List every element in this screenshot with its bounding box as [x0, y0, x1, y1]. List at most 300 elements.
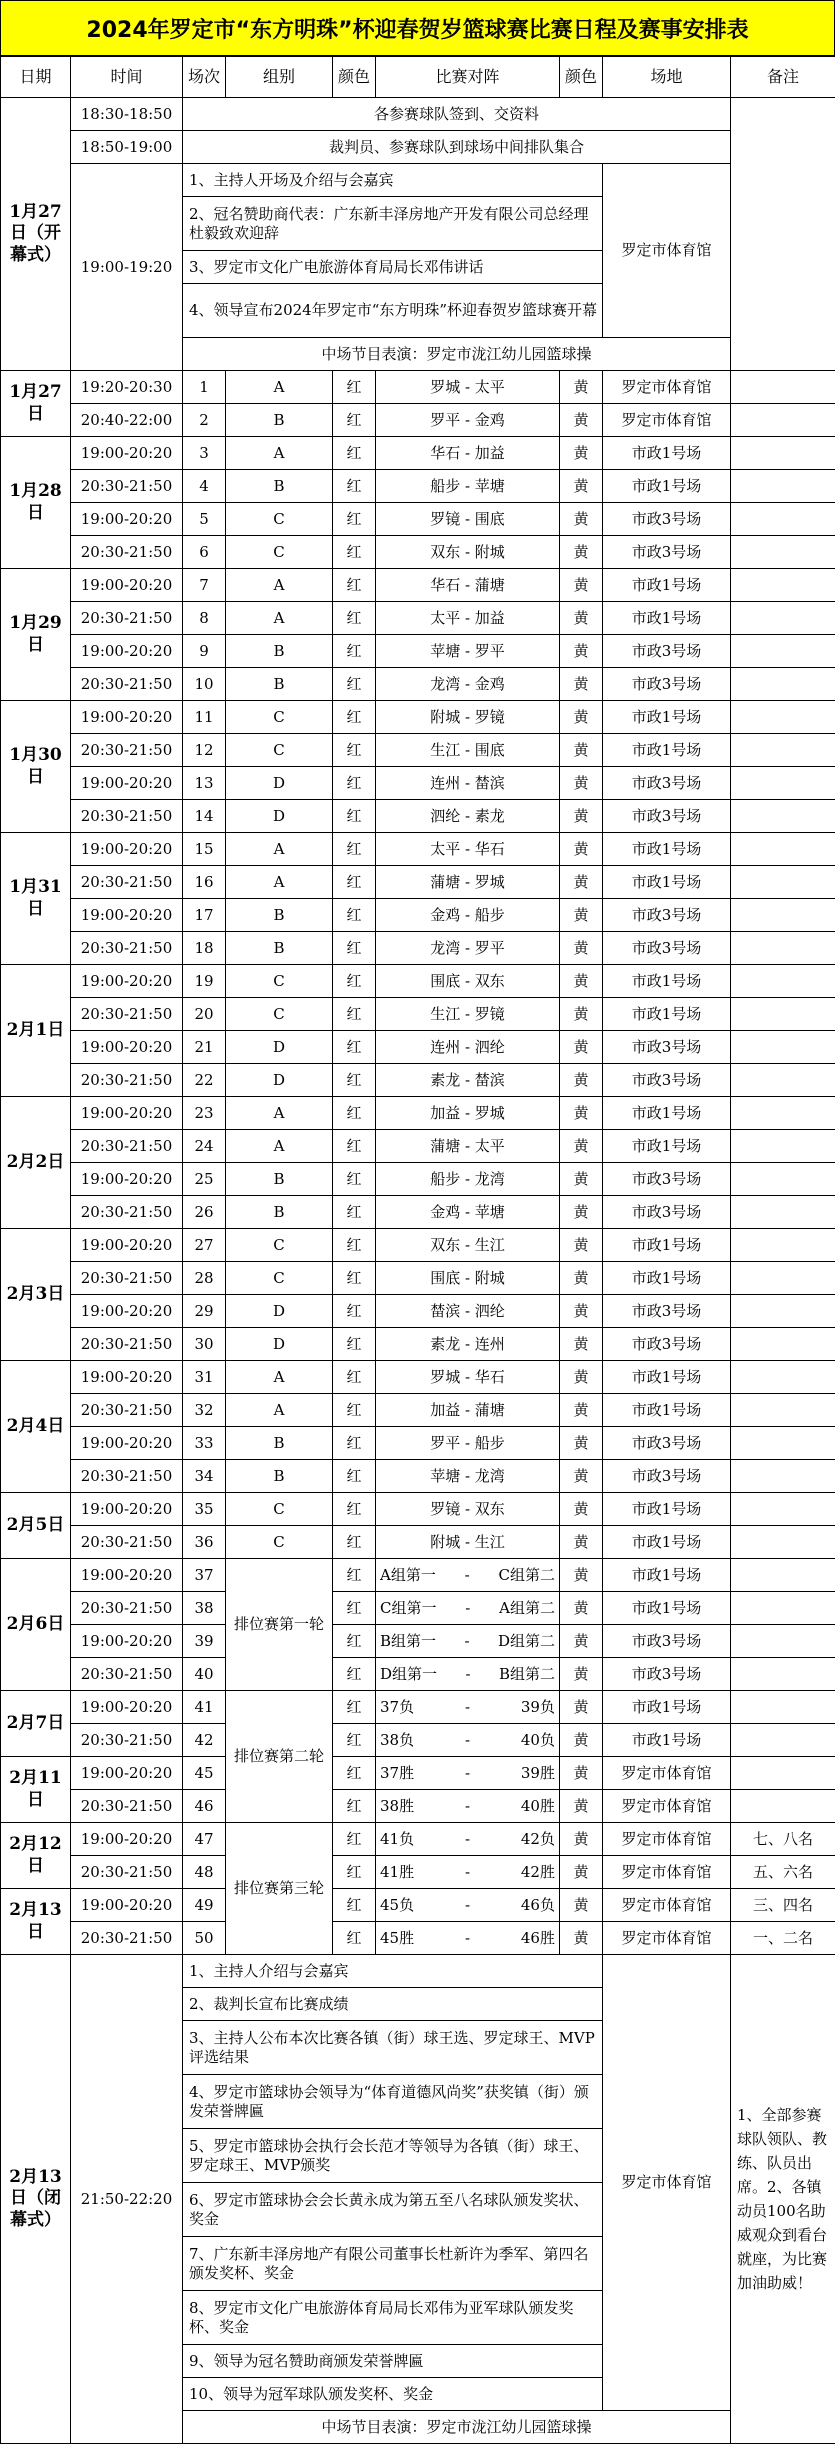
venue-cell: 市政3号场	[603, 767, 731, 800]
match-cell: 苹塘 - 罗平	[376, 635, 560, 668]
color-1-cell: 红	[333, 371, 376, 404]
venue-cell: 市政1号场	[603, 866, 731, 899]
closing-item: 9、领导为冠名赞助商颁发荣誉牌匾	[183, 2345, 603, 2378]
closing-date: 2月13日（闭幕式）	[1, 1955, 71, 2444]
time-cell: 20:30-21:50	[71, 1064, 183, 1097]
group-cell: C	[226, 1493, 333, 1526]
color-2-cell: 黄	[560, 404, 603, 437]
header-game-no: 场次	[183, 57, 226, 98]
note-cell	[731, 569, 835, 602]
table-row	[1, 668, 835, 701]
match-cell	[376, 1757, 560, 1790]
match-cell: 连州 - 泗纶	[376, 1031, 560, 1064]
match-cell	[376, 1856, 560, 1889]
color-1-cell: 红	[333, 1064, 376, 1097]
color-2-cell: 黄	[560, 1295, 603, 1328]
game-no-cell: 26	[183, 1196, 226, 1229]
opening-time-3: 19:00-19:20	[71, 164, 183, 371]
match-cell: 罗城 - 太平	[376, 371, 560, 404]
match-cell	[376, 1691, 560, 1724]
time-cell: 19:00-20:20	[71, 1823, 183, 1856]
match-cell: 加益 - 蒲塘	[376, 1394, 560, 1427]
time-cell: 20:30-21:50	[71, 1460, 183, 1493]
group-cell: D	[226, 800, 333, 833]
venue-cell: 市政3号场	[603, 1031, 731, 1064]
table-row	[1, 1295, 835, 1328]
color-1-cell: 红	[333, 734, 376, 767]
match-cell: 生江 - 围底	[376, 734, 560, 767]
table-row	[1, 1493, 835, 1526]
closing-item: 10、领导为冠军球队颁发奖杯、奖金	[183, 2378, 603, 2411]
closing-note: 1、全部参赛球队领队、教练、队员出席。2、各镇动员100名助威观众到看台就座，为比赛加油助威！	[731, 1955, 835, 2444]
note-cell	[731, 536, 835, 569]
round-cell: 排位赛第二轮	[226, 1691, 333, 1823]
table-row	[1, 1790, 835, 1823]
time-cell: 20:30-21:50	[71, 932, 183, 965]
match-cell: 罗镜 - 双东	[376, 1493, 560, 1526]
note-cell	[731, 1229, 835, 1262]
group-cell: B	[226, 1196, 333, 1229]
venue-cell: 市政1号场	[603, 1559, 731, 1592]
note-cell	[731, 1559, 835, 1592]
color-2-cell: 黄	[560, 932, 603, 965]
color-1-cell: 红	[333, 1691, 376, 1724]
table-row	[1, 1922, 835, 1955]
team-right: 39胜	[521, 1764, 555, 1783]
page-title: 2024年罗定市“东方明珠”杯迎春贺岁篮球赛比赛日程及赛事安排表	[0, 0, 835, 56]
table-row	[1, 1394, 835, 1427]
venue-cell: 罗定市体育馆	[603, 1922, 731, 1955]
group-cell: B	[226, 635, 333, 668]
game-no-cell: 45	[183, 1757, 226, 1790]
time-cell: 20:30-21:50	[71, 1922, 183, 1955]
color-1-cell: 红	[333, 866, 376, 899]
closing-item: 7、广东新丰泽房地产有限公司董事长杜新许为季军、第四名颁发奖杯、奖金	[183, 2237, 603, 2291]
note-cell	[731, 1460, 835, 1493]
table-row	[1, 371, 835, 404]
closing-item: 1、主持人介绍与会嘉宾	[183, 1955, 603, 1988]
table-row	[1, 734, 835, 767]
note-cell	[731, 833, 835, 866]
round-cell: 排位赛第一轮	[226, 1559, 333, 1691]
venue-cell: 市政1号场	[603, 1394, 731, 1427]
color-2-cell: 黄	[560, 1427, 603, 1460]
team-left: 37胜	[380, 1764, 414, 1783]
color-1-cell: 红	[333, 437, 376, 470]
match-cell: 罗平 - 金鸡	[376, 404, 560, 437]
color-2-cell: 黄	[560, 1196, 603, 1229]
match-cell: 素龙 - 连州	[376, 1328, 560, 1361]
team-left: C组第一	[380, 1599, 436, 1618]
time-cell: 20:30-21:50	[71, 1328, 183, 1361]
table-row	[1, 1460, 835, 1493]
team-right: B组第二	[499, 1665, 555, 1684]
game-no-cell: 17	[183, 899, 226, 932]
game-no-cell: 3	[183, 437, 226, 470]
time-cell: 19:00-20:20	[71, 1625, 183, 1658]
game-no-cell: 13	[183, 767, 226, 800]
venue-cell: 市政3号场	[603, 1163, 731, 1196]
color-1-cell: 红	[333, 1394, 376, 1427]
venue-cell: 罗定市体育馆	[603, 1889, 731, 1922]
color-2-cell: 黄	[560, 965, 603, 998]
table-row	[1, 899, 835, 932]
team-right: 42胜	[521, 1863, 555, 1882]
game-no-cell: 16	[183, 866, 226, 899]
color-1-cell: 红	[333, 1559, 376, 1592]
date-cell: 1月28日	[1, 437, 71, 569]
group-cell: D	[226, 1064, 333, 1097]
group-cell: B	[226, 1163, 333, 1196]
color-1-cell: 红	[333, 536, 376, 569]
note-cell	[731, 1163, 835, 1196]
venue-cell: 市政3号场	[603, 1295, 731, 1328]
team-left: 37负	[380, 1698, 414, 1717]
color-1-cell: 红	[333, 833, 376, 866]
note-cell	[731, 767, 835, 800]
game-no-cell: 29	[183, 1295, 226, 1328]
game-no-cell: 14	[183, 800, 226, 833]
time-cell: 19:00-20:20	[71, 833, 183, 866]
time-cell: 19:00-20:20	[71, 1229, 183, 1262]
team-right: D组第二	[498, 1632, 555, 1651]
game-no-cell: 23	[183, 1097, 226, 1130]
color-2-cell: 黄	[560, 1757, 603, 1790]
match-cell: 双东 - 生江	[376, 1229, 560, 1262]
game-no-cell: 50	[183, 1922, 226, 1955]
color-2-cell: 黄	[560, 1889, 603, 1922]
group-cell: B	[226, 899, 333, 932]
venue-cell: 罗定市体育馆	[603, 1856, 731, 1889]
venue-cell: 市政1号场	[603, 1493, 731, 1526]
group-cell: C	[226, 998, 333, 1031]
time-cell: 20:30-21:50	[71, 1856, 183, 1889]
color-1-cell: 红	[333, 701, 376, 734]
venue-cell: 罗定市体育馆	[603, 404, 731, 437]
note-cell	[731, 635, 835, 668]
game-no-cell: 37	[183, 1559, 226, 1592]
game-no-cell: 2	[183, 404, 226, 437]
time-cell: 19:20-20:30	[71, 371, 183, 404]
closing-time: 21:50-22:20	[71, 1955, 183, 2444]
table-row	[1, 866, 835, 899]
group-cell: A	[226, 371, 333, 404]
team-left: 45胜	[380, 1929, 414, 1948]
game-no-cell: 1	[183, 371, 226, 404]
opening-time-2: 18:50-19:00	[71, 131, 183, 164]
match-cell: 龙湾 - 金鸡	[376, 668, 560, 701]
color-2-cell: 黄	[560, 1262, 603, 1295]
venue-cell: 市政3号场	[603, 1658, 731, 1691]
color-1-cell: 红	[333, 1724, 376, 1757]
color-1-cell: 红	[333, 569, 376, 602]
note-cell	[731, 371, 835, 404]
closing-venue: 罗定市体育馆	[603, 1955, 731, 2411]
match-dash: -	[465, 1797, 470, 1816]
date-cell: 2月4日	[1, 1361, 71, 1493]
table-row	[1, 1658, 835, 1691]
time-cell: 20:30-21:50	[71, 1526, 183, 1559]
note-cell	[731, 470, 835, 503]
game-no-cell: 31	[183, 1361, 226, 1394]
color-1-cell: 红	[333, 1889, 376, 1922]
color-2-cell: 黄	[560, 1031, 603, 1064]
date-cell: 2月2日	[1, 1097, 71, 1229]
venue-cell: 市政1号场	[603, 833, 731, 866]
color-2-cell: 黄	[560, 602, 603, 635]
table-row	[1, 1592, 835, 1625]
opening-checkin: 各参赛球队签到、交资料	[183, 98, 731, 131]
table-row	[1, 701, 835, 734]
color-2-cell: 黄	[560, 1097, 603, 1130]
color-2-cell: 黄	[560, 1493, 603, 1526]
header-color-2: 颜色	[560, 57, 603, 98]
group-cell: B	[226, 1427, 333, 1460]
time-cell: 20:30-21:50	[71, 1394, 183, 1427]
table-row	[1, 1064, 835, 1097]
color-2-cell: 黄	[560, 1823, 603, 1856]
closing-item: 6、罗定市篮球协会会长黄永成为第五至八名球队颁发奖状、奖金	[183, 2183, 603, 2237]
color-1-cell: 红	[333, 1856, 376, 1889]
opening-item: 2、冠名赞助商代表：广东新丰泽房地产开发有限公司总经理杜毅致欢迎辞	[183, 197, 603, 251]
group-cell: B	[226, 1460, 333, 1493]
match-cell: 加益 - 罗城	[376, 1097, 560, 1130]
table-row	[1, 1097, 835, 1130]
game-no-cell: 46	[183, 1790, 226, 1823]
game-no-cell: 39	[183, 1625, 226, 1658]
group-cell: C	[226, 965, 333, 998]
venue-cell: 市政1号场	[603, 470, 731, 503]
header-group: 组别	[226, 57, 333, 98]
note-cell	[731, 734, 835, 767]
color-1-cell: 红	[333, 668, 376, 701]
closing-item: 3、主持人公布本次比赛各镇（街）球王选、罗定球王、MVP评选结果	[183, 2021, 603, 2075]
team-left: 41负	[380, 1830, 414, 1849]
time-cell: 19:00-20:20	[71, 503, 183, 536]
match-cell: 泗纶 - 素龙	[376, 800, 560, 833]
color-1-cell: 红	[333, 1295, 376, 1328]
time-cell: 20:30-21:50	[71, 1196, 183, 1229]
color-1-cell: 红	[333, 899, 376, 932]
note-cell	[731, 503, 835, 536]
group-cell: D	[226, 1295, 333, 1328]
match-cell: 金鸡 - 船步	[376, 899, 560, 932]
time-cell: 19:00-20:20	[71, 1163, 183, 1196]
game-no-cell: 19	[183, 965, 226, 998]
team-left: A组第一	[380, 1566, 436, 1585]
match-dash: -	[464, 1632, 469, 1651]
note-cell	[731, 1097, 835, 1130]
game-no-cell: 41	[183, 1691, 226, 1724]
table-row	[1, 470, 835, 503]
table-row	[1, 932, 835, 965]
venue-cell: 市政3号场	[603, 668, 731, 701]
match-cell: 榃滨 - 泗纶	[376, 1295, 560, 1328]
game-no-cell: 20	[183, 998, 226, 1031]
time-cell: 20:30-21:50	[71, 1790, 183, 1823]
time-cell: 19:00-20:20	[71, 965, 183, 998]
table-row	[1, 1757, 835, 1790]
time-cell: 20:30-21:50	[71, 668, 183, 701]
color-2-cell: 黄	[560, 1130, 603, 1163]
time-cell: 20:30-21:50	[71, 1130, 183, 1163]
color-1-cell: 红	[333, 1031, 376, 1064]
group-cell: C	[226, 1229, 333, 1262]
color-2-cell: 黄	[560, 734, 603, 767]
color-1-cell: 红	[333, 998, 376, 1031]
color-2-cell: 黄	[560, 371, 603, 404]
note-cell	[731, 998, 835, 1031]
game-no-cell: 28	[183, 1262, 226, 1295]
date-cell: 1月30日	[1, 701, 71, 833]
time-cell: 20:30-21:50	[71, 470, 183, 503]
header-venue: 场地	[603, 57, 731, 98]
color-1-cell: 红	[333, 1130, 376, 1163]
note-cell	[731, 1130, 835, 1163]
color-2-cell: 黄	[560, 800, 603, 833]
game-no-cell: 34	[183, 1460, 226, 1493]
color-1-cell: 红	[333, 1922, 376, 1955]
color-2-cell: 黄	[560, 503, 603, 536]
time-cell: 19:00-20:20	[71, 1559, 183, 1592]
team-right: 39负	[521, 1698, 555, 1717]
opening-item: 4、领导宣布2024年罗定市“东方明珠”杯迎春贺岁篮球赛开幕	[183, 284, 603, 338]
table-row	[1, 998, 835, 1031]
venue-cell: 市政1号场	[603, 1262, 731, 1295]
game-no-cell: 30	[183, 1328, 226, 1361]
game-no-cell: 10	[183, 668, 226, 701]
color-1-cell: 红	[333, 1823, 376, 1856]
venue-cell: 市政3号场	[603, 932, 731, 965]
table-row	[1, 1526, 835, 1559]
time-cell: 20:30-21:50	[71, 734, 183, 767]
opening-date: 1月27日（开幕式）	[1, 98, 71, 371]
match-dash: -	[465, 1863, 470, 1882]
match-dash: -	[465, 1830, 470, 1849]
match-dash: -	[465, 1764, 470, 1783]
time-cell: 19:00-20:20	[71, 1757, 183, 1790]
color-2-cell: 黄	[560, 536, 603, 569]
venue-cell: 市政1号场	[603, 1130, 731, 1163]
group-cell: C	[226, 1262, 333, 1295]
opening-item: 3、罗定市文化广电旅游体育局局长邓伟讲话	[183, 251, 603, 284]
match-dash: -	[465, 1896, 470, 1915]
team-left: 45负	[380, 1896, 414, 1915]
time-cell: 19:00-20:20	[71, 701, 183, 734]
color-1-cell: 红	[333, 503, 376, 536]
venue-cell: 市政3号场	[603, 800, 731, 833]
table-row	[1, 1856, 835, 1889]
venue-cell: 市政3号场	[603, 1460, 731, 1493]
group-cell: A	[226, 437, 333, 470]
table-row	[1, 1130, 835, 1163]
color-1-cell: 红	[333, 1493, 376, 1526]
opening-halftime: 中场节目表演：罗定市泷江幼儿园篮球操	[183, 338, 731, 371]
date-cell: 2月11日	[1, 1757, 71, 1823]
time-cell: 20:30-21:50	[71, 998, 183, 1031]
note-cell	[731, 1691, 835, 1724]
team-right: 46负	[521, 1896, 555, 1915]
game-no-cell: 35	[183, 1493, 226, 1526]
game-no-cell: 49	[183, 1889, 226, 1922]
time-cell: 20:30-21:50	[71, 800, 183, 833]
match-cell: 金鸡 - 苹塘	[376, 1196, 560, 1229]
table-row	[1, 1361, 835, 1394]
color-1-cell: 红	[333, 1790, 376, 1823]
note-cell	[731, 866, 835, 899]
color-1-cell: 红	[333, 1658, 376, 1691]
color-1-cell: 红	[333, 1625, 376, 1658]
game-no-cell: 47	[183, 1823, 226, 1856]
note-cell	[731, 1493, 835, 1526]
team-left: B组第一	[380, 1632, 436, 1651]
time-cell: 19:00-20:20	[71, 437, 183, 470]
color-2-cell: 黄	[560, 998, 603, 1031]
group-cell: A	[226, 1394, 333, 1427]
match-cell: 华石 - 加益	[376, 437, 560, 470]
group-cell: B	[226, 404, 333, 437]
table-row	[1, 1889, 835, 1922]
table-row	[1, 536, 835, 569]
venue-cell: 市政1号场	[603, 734, 731, 767]
date-cell: 1月29日	[1, 569, 71, 701]
team-right: 46胜	[521, 1929, 555, 1948]
venue-cell: 市政1号场	[603, 701, 731, 734]
game-no-cell: 9	[183, 635, 226, 668]
venue-cell: 罗定市体育馆	[603, 1790, 731, 1823]
note-cell	[731, 1361, 835, 1394]
time-cell: 20:30-21:50	[71, 866, 183, 899]
venue-cell: 市政1号场	[603, 1361, 731, 1394]
color-1-cell: 红	[333, 1196, 376, 1229]
table-row	[1, 1196, 835, 1229]
color-1-cell: 红	[333, 1361, 376, 1394]
venue-cell: 市政3号场	[603, 1328, 731, 1361]
closing-item: 4、罗定市篮球协会领导为“体育道德风尚奖”获奖镇（街）颁发荣誉牌匾	[183, 2075, 603, 2129]
color-2-cell: 黄	[560, 635, 603, 668]
table-row	[1, 1163, 835, 1196]
table-row	[1, 569, 835, 602]
game-no-cell: 48	[183, 1856, 226, 1889]
time-cell: 19:00-20:20	[71, 569, 183, 602]
closing-item: 8、罗定市文化广电旅游体育局局长邓伟为亚军球队颁发奖杯、奖金	[183, 2291, 603, 2345]
time-cell: 19:00-20:20	[71, 1493, 183, 1526]
round-cell: 排位赛第三轮	[226, 1823, 333, 1955]
note-cell: 五、六名	[731, 1856, 835, 1889]
note-cell	[731, 1064, 835, 1097]
match-dash: -	[465, 1566, 470, 1585]
team-left: 38负	[380, 1731, 414, 1750]
venue-cell: 市政1号场	[603, 602, 731, 635]
match-cell	[376, 1658, 560, 1691]
venue-cell: 市政3号场	[603, 1625, 731, 1658]
note-cell	[731, 1526, 835, 1559]
game-no-cell: 12	[183, 734, 226, 767]
group-cell: C	[226, 734, 333, 767]
color-2-cell: 黄	[560, 1724, 603, 1757]
schedule-table	[0, 56, 835, 2444]
note-cell	[731, 1427, 835, 1460]
group-cell: A	[226, 833, 333, 866]
match-cell: 船步 - 龙湾	[376, 1163, 560, 1196]
time-cell: 19:00-20:20	[71, 1295, 183, 1328]
group-cell: D	[226, 767, 333, 800]
date-cell: 2月5日	[1, 1493, 71, 1559]
color-1-cell: 红	[333, 1526, 376, 1559]
match-cell: 船步 - 苹塘	[376, 470, 560, 503]
color-2-cell: 黄	[560, 701, 603, 734]
color-1-cell: 红	[333, 635, 376, 668]
